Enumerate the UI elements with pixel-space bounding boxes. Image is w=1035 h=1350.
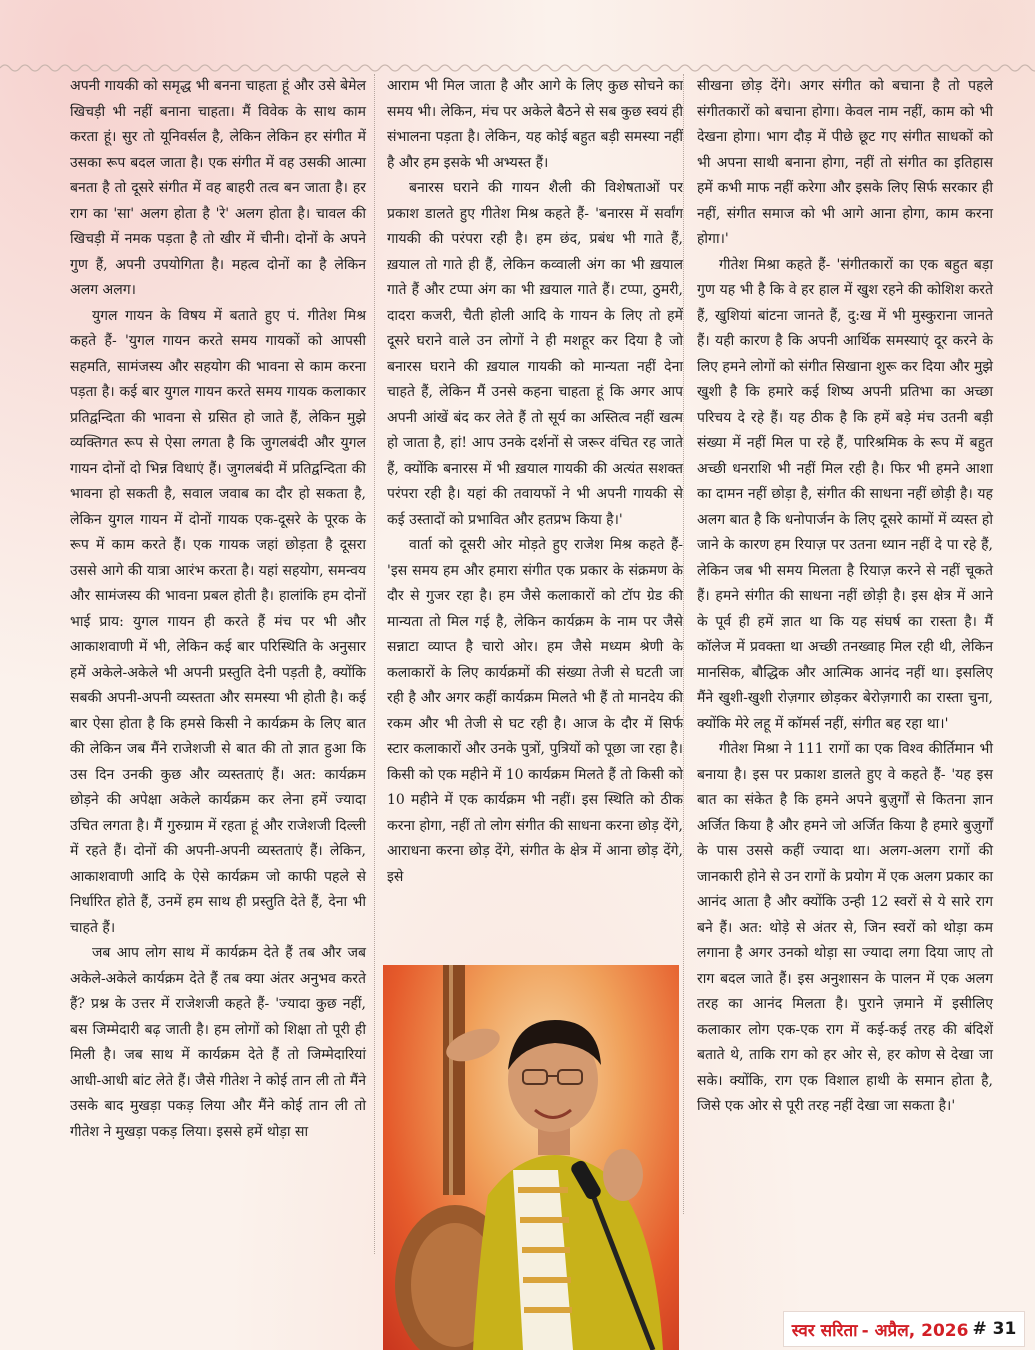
column-right: [697, 74, 993, 1120]
column-left: [70, 74, 366, 1145]
paragraph: जब आप लोग साथ में कार्यक्रम देते हैं तब और जब अकेले-अकेले कार्यक्रम देते हैं तब क्या अंतर अनुभव करते हैं? प्रश्न के उत्तर में राजेशजी कहते हैं- 'ज्यादा कुछ नहीं, बस जिम्मेदारी बढ़ जाती है। हम लोगों को शिक्षा तो पूरी ही मिली है। जब साथ में कार्यक्रम देते हैं तो जिम्मेदारियां आधी-आधी बांट लेते हैं। जैसे गीतेश ने कोई तान ली तो मैंने उसके बाद मुखड़ा पकड़ लिया और मैंने कोई तान ली तो गीतेश ने मुखड़ा पकड़ लिया। इससे हमें थोड़ा सा: [70, 945, 366, 1140]
singer-photo: [383, 965, 679, 1350]
page-number: # 31: [972, 1319, 1017, 1339]
issue-date: - अप्रैल, 2026: [861, 1320, 969, 1341]
paragraph: गीतेश मिश्रा कहते हैं- 'संगीतकारों का एक बहुत बड़ा गुण यह भी है कि वे हर हाल में खुश रहने की कोशिश करते हैं, खुशियां बांटना जानते हैं, दु:ख में भी मुस्कुराना जानते हैं। यही कारण है कि अपनी आर्थिक समस्याएं दूर करने के लिए हमने लोगों को संगीत सिखाना शुरू कर दिया और मुझे खुशी है कि हमारे कई शिष्य अपनी प्रतिभा का अच्छा परिचय दे रहे हैं। यह ठीक है कि हमें बड़े मंच उतनी बड़ी संख्या में नहीं मिल पा रहे हैं, पारिश्रमिक के रूप में बहुत अच्छी धनराशि भी नहीं मिल रही है। फिर भी हमने आशा का दामन नहीं छोड़ा है, संगीत की साधना नहीं छोड़ी है। यह अलग बात है कि धनोपार्जन के लिए दूसरे कामों में व्यस्त हो जाने के कारण हम रियाज़ पर उतना ध्यान नहीं दे पा रहे हैं, लेकिन जब भी समय मिलता है रियाज़ करने से नहीं चूकते हैं। हमने संगीत की साधना नहीं छोड़ी है। इस क्षेत्र में आने के पूर्व ही हमें ज्ञात था कि यह संघर्ष का रास्ता है। मैं कॉलेज में प्रवक्ता था अच्छी तनख्वाह मिल रही थी, लेकिन मानसिक, बौद्धिक और आत्मिक आनंद नहीं था। इसलिए मैंने खुशी-खुशी रोज़गार छोड़कर बेरोज़गारी का रास्ता चुना, क्योंकि मेरे लहू में कॉमर्स नहीं, संगीत बह रहा था।': [697, 256, 993, 732]
paragraph: युगल गायन के विषय में बताते हुए पं. गीतेश मिश्र कहते हैं- 'युगल गायन करते समय गायकों को आपसी सहमति, सामंजस्य और सहयोग की भावना से काम करना पड़ता है। कई बार युगल गायन करते समय गायक कलाकार प्रतिद्वन्दिता की भावना से ग्रसित हो जाते हैं, लेकिन मुझे व्यक्तिगत रूप से ऐसा लगता है कि जुगलबंदी और युगल गायन दोनों दो भिन्न विधाएं हैं। जुगलबंदी में प्रतिद्वन्दिता की भावना हो सकती है, सवाल जवाब का दौर हो सकता है, लेकिन युगल गायन में दोनों गायक एक-दूसरे के पूरक के रूप में काम करते हैं। एक गायक जहां छोड़ता है दूसरा उससे आगे की यात्रा आरंभ करता है। यहां सहयोग, समन्वय और सामंजस्य की भावना प्रबल होती है। हालांकि हम दोनों भाई प्राय: युगल गायन ही करते हैं मंच पर भी और आकाशवाणी में भी, लेकिन कई बार परिस्थिति के अनुसार हमें अकेले-अकेले भी अपनी प्रस्तुति देनी पड़ती है, क्योंकि सबकी अपनी-अपनी व्यस्तता और समस्या भी होती है। कई बार ऐसा होता है कि हमसे किसी ने कार्यक्रम के लिए बात की लेकिन जब मैंने राजेशजी से बात की तो ज्ञात हुआ कि उस दिन उनकी कुछ और व्यस्तताएं हैं। अत: कार्यक्रम छोड़ने की अपेक्षा अकेले कार्यक्रम कर लेना हमें ज्यादा उचित लगता है। मैं गुरुग्राम में रहता हूं और राजेशजी दिल्ली में रहते हैं। दोनों की अपनी-अपनी व्यस्तताएं हैं। लेकिन, आकाशवाणी आदि के ऐसे कार्यक्रम जो काफी पहले से निर्धारित होते हैं, उनमें हम साथ ही प्रस्तुति देते हैं, देना भी चाहते हैं।: [70, 307, 366, 936]
column-divider: [683, 74, 684, 1214]
column-divider: [374, 74, 375, 1254]
paragraph: बनारस घराने की गायन शैली की विशेषताओं पर प्रकाश डालते हुए गीतेश मिश्र कहते हैं- 'बनारस में सर्वांग गायकी की परंपरा रही है। हम छंद, प्रबंध भी गाते हैं, ख़याल तो गाते ही हैं, लेकिन कव्वाली अंग का भी ख़याल गाते हैं और टप्पा अंग का भी ख़याल गाते हैं। टप्पा, ठुमरी, दादरा कजरी, चैती होली आदि के गायन के लिए तो हमें दूसरे घराने वाले उन लोगों ने ही मशहूर कर दिया है जो बनारस घराने की ख़याल गायकी को मान्यता नहीं देना चाहते हैं, लेकिन मैं उनसे कहना चाहता हूं कि अगर आप अपनी आंखें बंद कर लेते हैं तो सूर्य का अस्तित्व नहीं खत्म हो जाता है, हां! आप उनके दर्शनों से जरूर वंचित रह जाते हैं, क्योंकि बनारस में भी ख़याल गायकी की अत्यंत सशक्त परंपरा रही है। यहां की तवायफों ने भी अपनी गायकी से कई उस्तादों को प्रभावित और हतप्रभ किया है।': [387, 180, 683, 528]
paragraph: अपनी गायकी को समृद्ध भी बनना चाहता हूं और उसे बेमेल खिचड़ी भी नहीं बनाना चाहता। मैं विवेक के साथ काम करता हूं। सुर तो यूनिवर्सल है, लेकिन लेकिन हर संगीत में उसका रूप बदल जाता है। एक संगीत में वह उसकी आत्मा बनता है तो दूसरे संगीत में वह बाहरी तत्व बन जाता है। हर राग का 'सा' अलग होता है 'रे' अलग होता है। चावल की खिचड़ी में नमक पड़ता है तो खीर में चीनी। दोनों के अपने गुण हैं, अपनी उपयोगिता है। महत्व दोनों का है लेकिन अलग अलग।: [70, 78, 366, 298]
magazine-name: स्वर सरिता: [791, 1320, 858, 1341]
paragraph: वार्ता को दूसरी ओर मोड़ते हुए राजेश मिश्र कहते हैं- 'इस समय हम और हमारा संगीत एक प्रकार के संक्रमण के दौर से गुजर रहा है। हम जैसे कलाकारों को टॉप ग्रेड की मान्यता तो मिल गई है, लेकिन कार्यक्रम के नाम पर जैसे सन्नाटा व्याप्त है चारो ओर। हम जैसे मध्यम श्रेणी के कलाकारों के लिए कार्यक्रमों की संख्या तेजी से घटती जा रही है और अगर कहीं कार्यक्रम मिलते भी हैं तो मानदेय की रकम और भी तेजी से घट रही है। आज के दौर में सिर्फ स्टार कलाकारों और उनके पुत्रों, पुत्रियों को पूछा जा रहा है। किसी को एक महीने में 10 कार्यक्रम मिलते हैं तो किसी को 10 महीने में एक कार्यक्रम भी नहीं। इस स्थिति को ठीक करना होगा, नहीं तो लोग संगीत की साधना करना छोड़ देंगे, आराधना करना छोड़ देंगे, संगीत के क्षेत्र में आना छोड़ देंगे, इसे: [387, 537, 683, 885]
singer-illustration: [383, 965, 679, 1350]
paragraph: गीतेश मिश्रा ने 111 रागों का एक विश्व कीर्तिमान भी बनाया है। इस पर प्रकाश डालते हुए वे कहते हैं- 'यह इस बात का संकेत है कि हमने अपने बुज़ुर्गों से कितना ज्ञान अर्जित किया है और हमने जो अर्जित किया है हमारे बुज़ुर्गों के पास उससे कहीं ज्यादा था। अलग-अलग रागों की जानकारी होने से उन रागों के प्रयोग में एक अलग प्रकार का आनंद आता है और क्योंकि उन्ही 12 स्वरों से ये सारे राग बने हैं। अत: थोड़े से अंतर से, जिन स्वरों को थोड़ा कम लगाना है अगर उनको थोड़ा सा ज्यादा लगा दिया जाए तो राग बदल जाते हैं। इस अनुशासन के पालन में एक अलग तरह का आनंद मिलता है। पुराने ज़माने में इसीलिए कलाकार लोग एक-एक राग में कई-कई तरह की बंदिशें बताते थे, ताकि राग को हर ओर से, हर कोण से देखा जा सके। क्योंकि, राग एक विशाल हाथी के समान होता है, जिसे एक ओर से पूरी तरह नहीं देखा जा सकता है।': [697, 741, 993, 1114]
paragraph: सीखना छोड़ देंगे। अगर संगीत को बचाना है तो पहले संगीतकारों को बचाना होगा। केवल नाम नहीं, काम को भी देखना होगा। भाग दौड़ में पीछे छूट गए संगीत साधकों को भी अपना साथी बनाना होगा, नहीं तो संगीत का इतिहास हमें कभी माफ नहीं करेगा और इसके लिए सिर्फ सरकार ही नहीं, संगीत समाज को भी आगे आना होगा, काम करना होगा।': [697, 78, 993, 247]
column-middle: [387, 74, 683, 890]
page-footer: [783, 1311, 1025, 1347]
paragraph: आराम भी मिल जाता है और आगे के लिए कुछ सोचने का समय भी। लेकिन, मंच पर अकेले बैठने से सब कुछ स्वयं ही संभालना पड़ता है। लेकिन, यह कोई बहुत बड़ी समस्या नहीं है और हम इसके भी अभ्यस्त हैं।: [387, 78, 683, 171]
